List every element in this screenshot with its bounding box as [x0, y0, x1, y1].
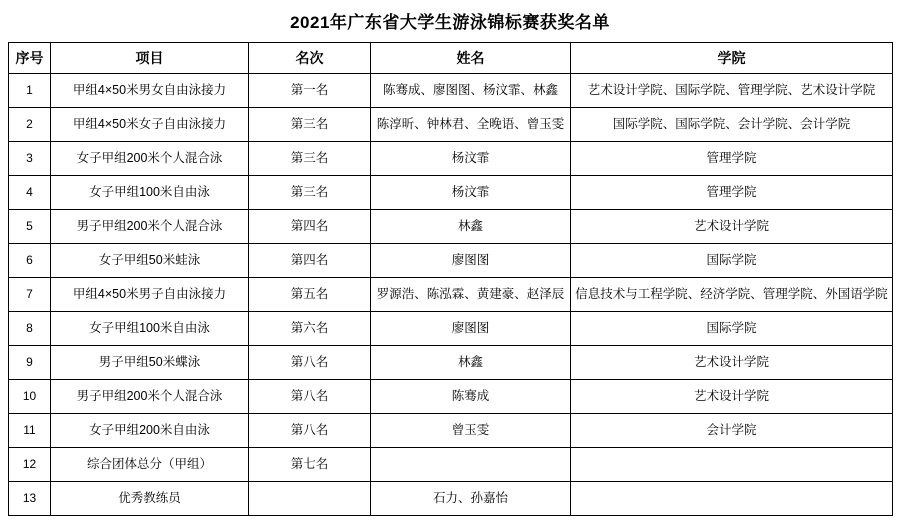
cell-college: 会计学院 — [571, 414, 893, 448]
cell-event: 女子甲组50米蛙泳 — [51, 244, 249, 278]
cell-idx: 13 — [9, 482, 51, 516]
cell-rank: 第四名 — [249, 244, 371, 278]
cell-event: 甲组4×50米男女自由泳接力 — [51, 74, 249, 108]
table-row — [9, 312, 893, 346]
table-row — [9, 448, 893, 482]
table-row — [9, 210, 893, 244]
cell-event: 女子甲组200米自由泳 — [51, 414, 249, 448]
column-header-college: 学院 — [571, 43, 893, 74]
cell-college — [571, 482, 893, 516]
cell-name: 陈骞成 — [371, 380, 571, 414]
cell-event: 男子甲组50米蝶泳 — [51, 346, 249, 380]
cell-event: 男子甲组200米个人混合泳 — [51, 210, 249, 244]
cell-college: 管理学院 — [571, 176, 893, 210]
page-title: 2021年广东省大学生游泳锦标赛获奖名单 — [290, 13, 610, 32]
cell-college: 艺术设计学院 — [571, 210, 893, 244]
cell-college: 艺术设计学院、国际学院、管理学院、艺术设计学院 — [571, 74, 893, 108]
cell-rank: 第八名 — [249, 414, 371, 448]
table-row — [9, 278, 893, 312]
cell-name: 陈淳昕、钟林君、全晚语、曾玉雯 — [371, 108, 571, 142]
cell-event: 甲组4×50米男子自由泳接力 — [51, 278, 249, 312]
cell-name: 罗源浩、陈泓霖、黄建豪、赵泽辰 — [371, 278, 571, 312]
cell-idx: 12 — [9, 448, 51, 482]
table-row — [9, 176, 893, 210]
table-row — [9, 74, 893, 108]
cell-name: 林鑫 — [371, 346, 571, 380]
cell-college: 信息技术与工程学院、经济学院、管理学院、外国语学院 — [571, 278, 893, 312]
cell-name: 杨汶霏 — [371, 176, 571, 210]
cell-idx: 4 — [9, 176, 51, 210]
cell-rank: 第四名 — [249, 210, 371, 244]
cell-event: 优秀教练员 — [51, 482, 249, 516]
cell-rank: 第八名 — [249, 380, 371, 414]
cell-name: 曾玉雯 — [371, 414, 571, 448]
cell-idx: 7 — [9, 278, 51, 312]
cell-name: 林鑫 — [371, 210, 571, 244]
cell-name — [371, 448, 571, 482]
cell-rank: 第八名 — [249, 346, 371, 380]
cell-name: 石力、孙嘉怡 — [371, 482, 571, 516]
cell-idx: 1 — [9, 74, 51, 108]
column-header-index: 序号 — [9, 43, 51, 74]
cell-idx: 11 — [9, 414, 51, 448]
cell-idx: 2 — [9, 108, 51, 142]
cell-college: 国际学院 — [571, 244, 893, 278]
cell-college: 艺术设计学院 — [571, 380, 893, 414]
cell-college: 国际学院 — [571, 312, 893, 346]
column-header-rank: 名次 — [249, 43, 371, 74]
cell-name: 杨汶霏 — [371, 142, 571, 176]
table-row — [9, 380, 893, 414]
cell-rank: 第三名 — [249, 108, 371, 142]
cell-idx: 5 — [9, 210, 51, 244]
cell-college: 国际学院、国际学院、会计学院、会计学院 — [571, 108, 893, 142]
cell-idx: 6 — [9, 244, 51, 278]
cell-idx: 8 — [9, 312, 51, 346]
cell-rank — [249, 482, 371, 516]
cell-event: 男子甲组200米个人混合泳 — [51, 380, 249, 414]
cell-rank: 第三名 — [249, 142, 371, 176]
cell-event: 甲组4×50米女子自由泳接力 — [51, 108, 249, 142]
table-row — [9, 414, 893, 448]
column-header-name: 姓名 — [371, 43, 571, 74]
table-body — [9, 74, 893, 516]
table-header — [9, 43, 893, 74]
cell-event: 女子甲组200米个人混合泳 — [51, 142, 249, 176]
table-row — [9, 108, 893, 142]
award-list-table — [8, 42, 893, 516]
cell-event: 女子甲组100米自由泳 — [51, 176, 249, 210]
cell-event: 女子甲组100米自由泳 — [51, 312, 249, 346]
cell-rank: 第六名 — [249, 312, 371, 346]
cell-college: 艺术设计学院 — [571, 346, 893, 380]
cell-college — [571, 448, 893, 482]
cell-idx: 3 — [9, 142, 51, 176]
table-row — [9, 142, 893, 176]
cell-rank: 第七名 — [249, 448, 371, 482]
table-row — [9, 346, 893, 380]
table-row — [9, 244, 893, 278]
cell-rank: 第三名 — [249, 176, 371, 210]
table-row — [9, 482, 893, 516]
cell-name: 陈骞成、廖图图、杨汶霏、林鑫 — [371, 74, 571, 108]
cell-name: 廖图图 — [371, 244, 571, 278]
cell-rank: 第五名 — [249, 278, 371, 312]
table-header-row — [9, 43, 893, 74]
cell-college: 管理学院 — [571, 142, 893, 176]
cell-idx: 9 — [9, 346, 51, 380]
cell-name: 廖图图 — [371, 312, 571, 346]
cell-rank: 第一名 — [249, 74, 371, 108]
cell-idx: 10 — [9, 380, 51, 414]
column-header-event: 项目 — [51, 43, 249, 74]
cell-event: 综合团体总分（甲组） — [51, 448, 249, 482]
